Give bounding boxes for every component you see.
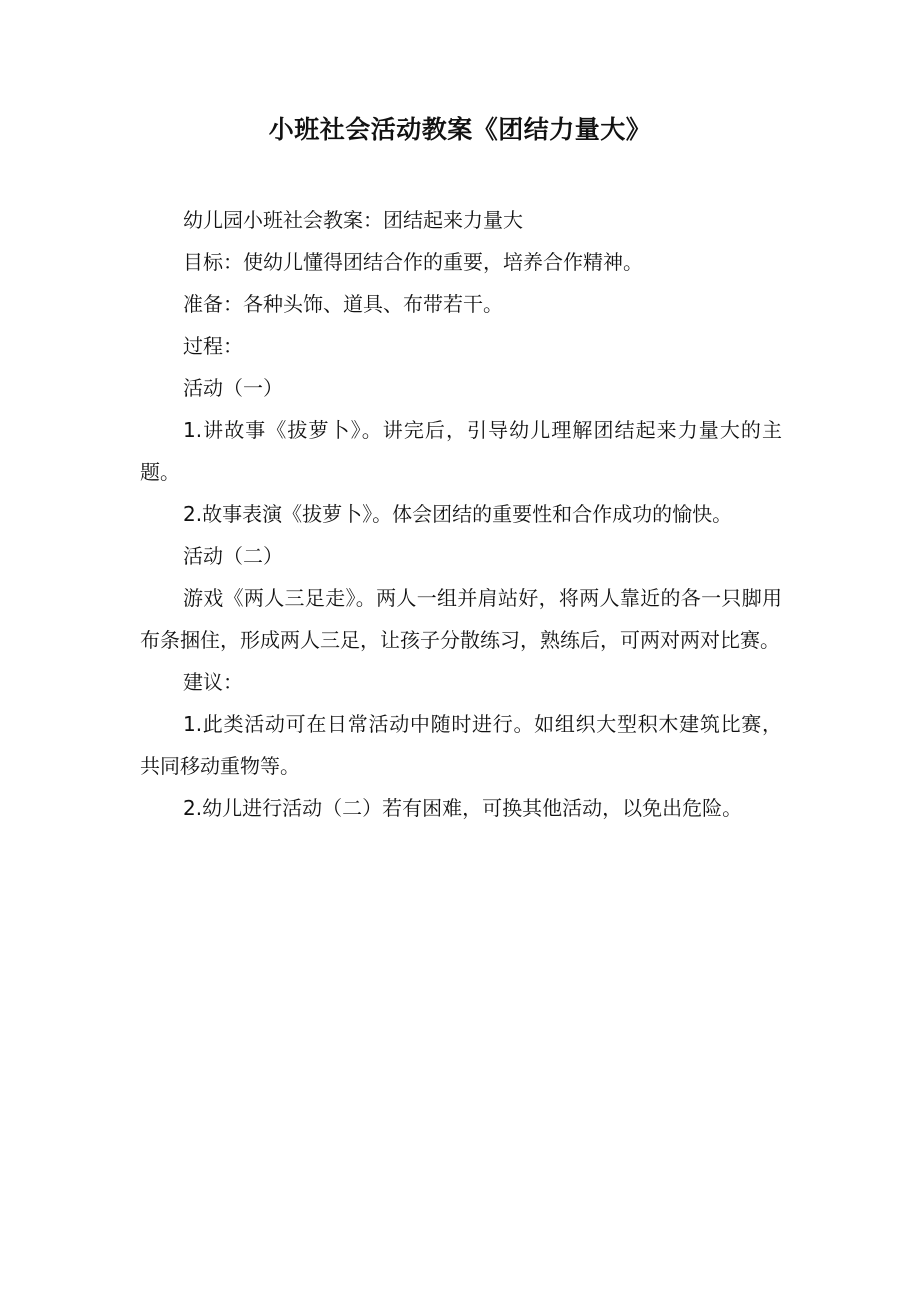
suggestion-1: 1.此类活动可在日常活动中随时进行。如组织大型积木建筑比赛，共同移动重物等。 bbox=[140, 712, 782, 778]
activity-one-heading: 活动（一） bbox=[183, 376, 283, 400]
suggestion-2: 2.幼儿进行活动（二）若有困难，可换其他活动，以免出危险。 bbox=[183, 796, 743, 820]
lesson-name-paragraph: 幼儿园小班社会教案：团结起来力量大 bbox=[183, 208, 523, 232]
document-title: 小班社会活动教案《团结力量大》 bbox=[268, 115, 652, 144]
activity-two-game-paragraph: 游戏《两人三足走》。两人一组并肩站好，将两人靠近的各一只脚用布条捆住，形成两人三足，让孩子分散练习，熟练后，可两对两对比赛。 bbox=[140, 586, 782, 652]
activity-one-step-2: 2.故事表演《拔萝卜》。体会团结的重要性和合作成功的愉快。 bbox=[183, 502, 733, 526]
process-heading: 过程： bbox=[183, 334, 243, 358]
activity-two-heading: 活动（二） bbox=[183, 544, 283, 568]
activity-one-step-1: 1.讲故事《拔萝卜》。讲完后，引导幼儿理解团结起来力量大的主题。 bbox=[140, 418, 782, 484]
goal-paragraph: 目标：使幼儿懂得团结合作的重要，培养合作精神。 bbox=[183, 250, 643, 274]
preparation-paragraph: 准备：各种头饰、道具、布带若干。 bbox=[183, 292, 503, 316]
suggestions-heading: 建议： bbox=[183, 670, 243, 694]
document-body bbox=[140, 199, 782, 829]
